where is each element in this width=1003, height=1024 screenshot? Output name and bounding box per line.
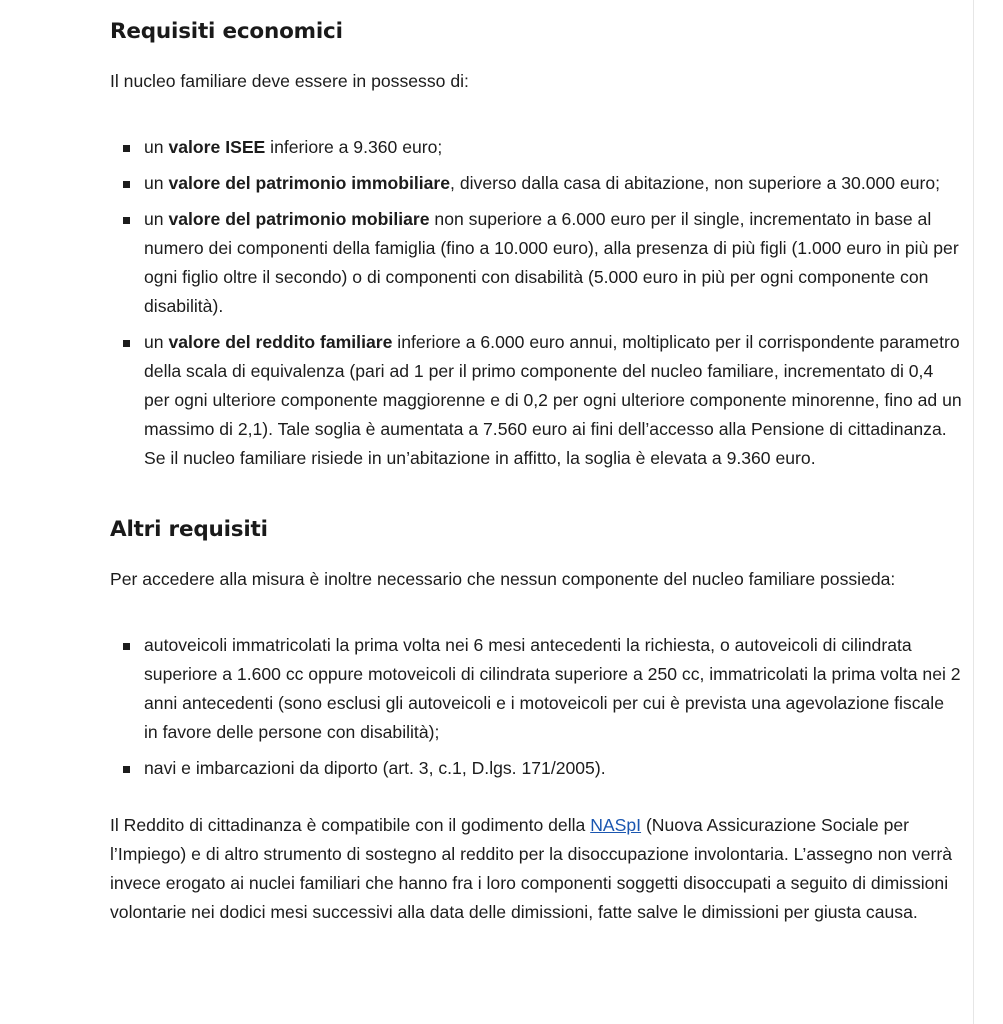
section-title-altri-requisiti: Altri requisiti (110, 517, 268, 542)
item-prefix: un (144, 173, 169, 193)
item-bold-term: valore del patrimonio mobiliare (168, 209, 430, 229)
section-title-requisiti-economici: Requisiti economici (110, 19, 343, 44)
bullet-icon (123, 145, 130, 152)
item-bold-term: valore del patrimonio immobiliare (168, 173, 451, 193)
item-text: , diverso dalla casa di abitazione, non superiore a 30.000 euro; (450, 173, 941, 193)
list-item (110, 205, 962, 321)
item-text: inferiore a 6.000 euro annui, moltiplicato per il corrispondente parametro della scala di equivalenza (pari ad 1 per il primo componente del nucleo familiare, incrementato di 0,4 per ogni ulteriore componente maggiorenne e di 0,2 per ogni ulteriore componente minorenne, fino ad un massimo di 2,1). Tale soglia è aumentata a 7.560 euro ai fini dell’accesso alla Pensione di cittadinanza. Se il nucleo familiare risiede in un’abitazione in affitto, la soglia è elevata a 9.360 euro. (144, 332, 962, 468)
naspi-link[interactable]: NASpI (590, 815, 642, 835)
article-content (110, 14, 962, 927)
item-text: inferiore a 9.360 euro; (265, 137, 443, 157)
right-divider (973, 0, 974, 1024)
item-prefix: un (144, 137, 169, 157)
bullet-icon (123, 766, 130, 773)
section-intro: Il nucleo familiare deve essere in possesso di: (110, 71, 469, 91)
list-item (110, 631, 962, 747)
item-prefix: un (144, 209, 169, 229)
item-prefix: un (144, 332, 169, 352)
list-item (110, 754, 962, 783)
section-intro: Per accedere alla misura è inoltre necessario che nessun componente del nucleo familiare possieda: (110, 569, 896, 589)
economic-requirements-list (110, 133, 962, 473)
item-text: navi e imbarcazioni da diporto (art. 3, c.1, D.lgs. 171/2005). (144, 758, 606, 778)
list-item (110, 169, 962, 198)
item-bold-term: valore ISEE (168, 137, 266, 157)
paragraph-text: (Nuova Assicurazione Sociale per l’Impiego) e di altro strumento di sostegno al reddito per la disoccupazione involontaria. L’assegno non verrà invece erogato ai nuclei familiari che hanno fra i loro componenti soggetti disoccupati a seguito di dimissioni volontarie nei dodici mesi successivi alla data delle dimissioni, fatte salve le dimissioni per giusta causa. (110, 815, 953, 922)
bullet-icon (123, 217, 130, 224)
other-requirements-list (110, 631, 962, 783)
paragraph-text: Il Reddito di cittadinanza è compatibile con il godimento della (110, 815, 591, 835)
item-text: non superiore a 6.000 euro per il single, incrementato in base al numero dei componenti della famiglia (fino a 10.000 euro), alla presenza di più figli (1.000 euro in più per ogni figlio oltre il secondo) o di componenti con disabilità (5.000 euro in più per ogni componente con disabilità). (144, 209, 959, 316)
bullet-icon (123, 643, 130, 650)
bullet-icon (123, 181, 130, 188)
compatibility-paragraph (110, 811, 962, 927)
list-item (110, 133, 962, 162)
bullet-icon (123, 340, 130, 347)
item-bold-term: valore del reddito familiare (168, 332, 393, 352)
list-item (110, 328, 962, 473)
item-text: autoveicoli immatricolati la prima volta nei 6 mesi antecedenti la richiesta, o autoveicoli di cilindrata superiore a 1.600 cc oppure motoveicoli di cilindrata superiore a 250 cc, immatricolati la prima volta nei 2 anni antecedenti (sono esclusi gli autoveicoli e i motoveicoli per cui è prevista una agevolazione fiscale in favore delle persone con disabilità); (144, 635, 961, 742)
